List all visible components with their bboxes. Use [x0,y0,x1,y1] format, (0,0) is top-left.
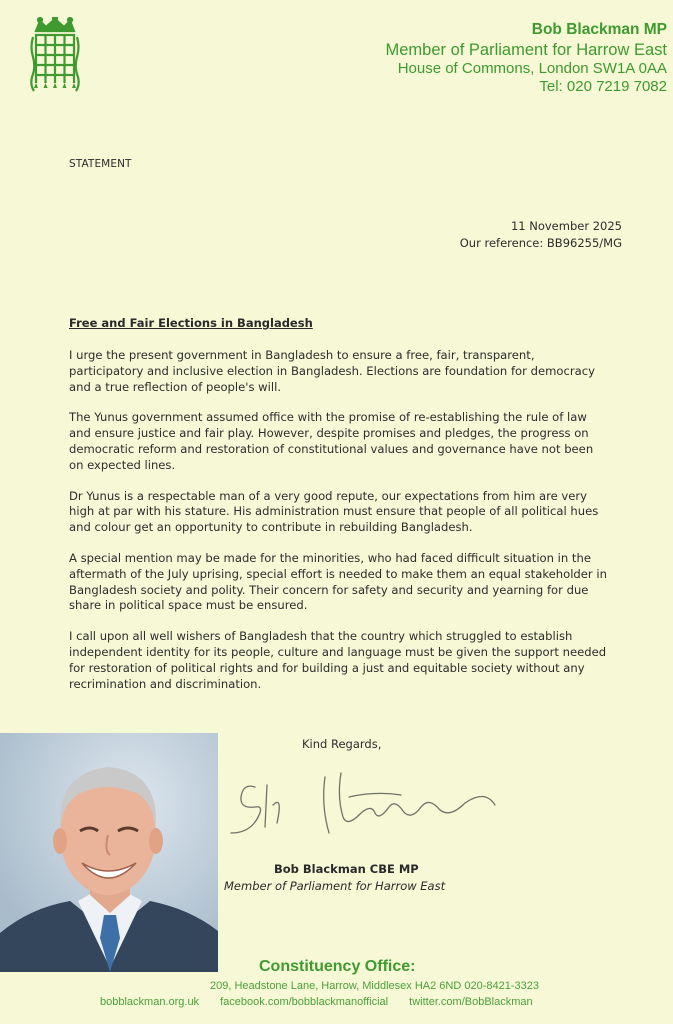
handwritten-signature [225,757,525,847]
footer-links [100,996,551,1008]
website-link[interactable]: bobblackman.org.uk [100,996,200,1008]
paragraph: Dr Yunus is a respectable man of a very good repute, our expectations from him are very high at par with his stature. His administration must ensure that people of all political hues and colour get an opportunity to contribute in rebuilding Bangladesh. [69,488,599,535]
signer-title: Member of Parliament for Harrow East [224,879,446,893]
paragraph: The Yunus government assumed office with the promise of re-establishing the rule of law and ensure justice and fair play. However, despite promises and pledges, the progress on democratic reform and restoration of constitutional values and governance have not been on expected lines. [69,410,594,472]
portrait-photo [0,733,218,972]
mp-role: Member of Parliament for Harrow East [385,41,667,59]
twitter-link[interactable]: twitter.com/BobBlackman [409,996,533,1008]
paragraph: A special mention may be made for the minorities, who had faced difficult situation in the aftermath of the July uprising, special effort is needed to make them an equal stakeholder in Bangladesh society and polity. Their concern for safety and security and yearning for due share in political space must be ensured. [69,550,607,613]
letter-meta [460,218,622,252]
letterhead [385,20,667,96]
document-label: STATEMENT [69,158,132,170]
facebook-link[interactable]: facebook.com/bobblackmanofficial [220,996,389,1008]
mp-address: House of Commons, London SW1A 0AA [397,60,667,77]
paragraph: I urge the present government in Bangladesh to ensure a free, fair, transparent, participatory and inclusive election in Bangladesh. Elections are foundation for democracy and a true reflection of people's will. [69,348,595,394]
mp-name: Bob Blackman MP [531,21,667,38]
mp-telephone: Tel: 020 7219 7082 [539,78,667,95]
letter-date: 11 November 2025 [510,219,622,233]
paragraph: I call upon all well wishers of Bangladesh that the country which struggled to establish independent identity for its people, culture and language must be given the support needed for restoration of political rights and for building a just and equitable society without any recrimination and discrimination. [69,629,607,691]
closing-salutation: Kind Regards, [302,737,382,751]
signer-name: Bob Blackman CBE MP [274,862,419,876]
portcullis-icon [30,17,80,97]
footer-address: 209, Headstone Lane, Harrow, Middlesex HA2 6ND 020-8421-3323 [210,980,539,992]
letter-subject: Free and Fair Elections in Bangladesh [69,316,313,330]
letter-body [69,348,629,707]
portrait-illustration [0,733,218,972]
letter-reference: Our reference: BB96255/MG [459,236,622,250]
footer-title: Constituency Office: [259,958,416,975]
